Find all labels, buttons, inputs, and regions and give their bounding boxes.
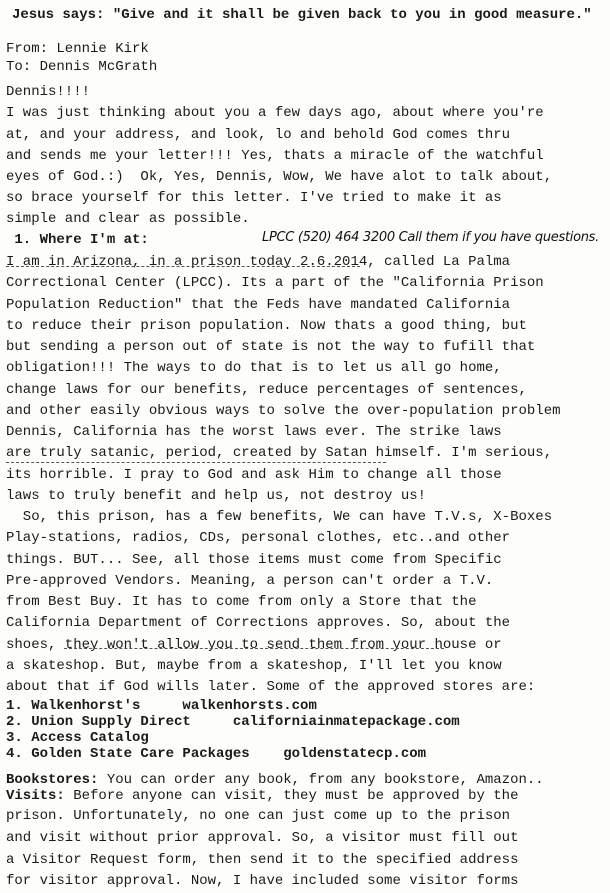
text-line: So, this prison, has a few benefits, We can have T.V.s, X-Boxes <box>6 509 553 525</box>
text-line: California Department of Corrections approves. So, about the <box>6 615 511 631</box>
bookstores-text: You can order any book, from any bookstore, Amazon.. <box>98 772 544 788</box>
text-line: Dennis, California has the worst laws ever. The strike laws <box>6 424 502 440</box>
visits-line <box>6 787 519 806</box>
text-line: I was just thinking about you a few days ago, about where you're <box>6 105 544 121</box>
underline-mark <box>6 266 360 267</box>
text-line: things. BUT... See, all those items must come from Specific <box>6 552 502 568</box>
scripture-header: Jesus says: "Give and it shall be given back to you in good measure." <box>12 7 592 23</box>
store-item: 4. Golden State Care Packages goldenstatecp.com <box>6 746 427 762</box>
greeting: Dennis!!!! <box>6 84 91 100</box>
text-line: and other easily obvious ways to solve the over-population problem <box>6 403 561 419</box>
text-line: about that if God wills later. Some of the approved stores are: <box>6 679 536 695</box>
text-line: eyes of God.:) Ok, Yes, Dennis, Wow, We have alot to talk about, <box>6 169 553 185</box>
text-line: obligation!!! The ways to do that is to let us all go home, <box>6 360 502 376</box>
text-line: shoes, they won't allow you to send them from your house or <box>6 637 502 653</box>
text-line: at, and your address, and look, lo and behold God comes thru <box>6 127 511 143</box>
handwritten-note: LPCC (520) 464 3200 Call them if you have questions. <box>262 230 599 245</box>
text-line: from Best Buy. It has to come from only a Store that the <box>6 594 477 610</box>
visits-label: Visits: <box>6 788 65 804</box>
text-line: I am in Arizona, in a prison today 2.6.2014, called La Palma <box>6 254 511 270</box>
text-line: simple and clear as possible. <box>6 211 250 227</box>
text-line: Play-stations, radios, CDs, personal clothes, etc..and other <box>6 530 511 546</box>
text-line: Pre-approved Vendors. Meaning, a person can't order a T.V. <box>6 573 494 589</box>
text-line: a Visitor Request form, then send it to the specified address <box>6 852 519 868</box>
text-line: a skateshop. But, maybe from a skateshop, I'll let you know <box>6 658 502 674</box>
store-item: 2. Union Supply Direct californiainmatepackage.com <box>6 714 460 730</box>
text-line: prison. Unfortunately, no one can just come up to the prison <box>6 808 511 824</box>
text-line: change laws for our benefits, reduce percentages of sentences, <box>6 382 527 398</box>
text-line: its horrible. I pray to God and ask Him to change all those <box>6 467 502 483</box>
bookstores-label: Bookstores: <box>6 772 99 788</box>
text-line: and sends me your letter!!! Yes, thats a miracle of the watchful <box>6 148 544 164</box>
text-line: so brace yourself for this letter. I've tried to make it as <box>6 190 502 206</box>
section-heading: 1. Where I'm at: <box>6 232 149 248</box>
store-item: 3. Access Catalog <box>6 730 149 746</box>
strike-mark <box>6 462 386 463</box>
from-line: From: Lennie Kirk <box>6 41 149 57</box>
text-line: Population Reduction" that the Feds have mandated California <box>6 297 511 313</box>
to-line: To: Dennis McGrath <box>6 59 158 75</box>
text-line: to reduce their prison population. Now thats a good thing, but <box>6 318 527 334</box>
text-line: laws to truly benefit and help us, not destroy us! <box>6 488 427 504</box>
text-line: and visit without prior approval. So, a visitor must fill out <box>6 830 519 846</box>
store-item: 1. Walkenhorst's walkenhorsts.com <box>6 698 317 714</box>
text-line: Correctional Center (LPCC). Its a part of the "California Prison <box>6 275 544 291</box>
text-line: are truly satanic, period, created by Satan himself. I'm serious, <box>6 445 553 461</box>
strike-mark <box>64 648 444 649</box>
text-line: but sending a person out of state is not the way to fufill that <box>6 339 536 355</box>
visits-text: Before anyone can visit, they must be approved by the <box>64 788 519 804</box>
text-line: for visitor approval. Now, I have included some visitor forms <box>6 873 519 889</box>
